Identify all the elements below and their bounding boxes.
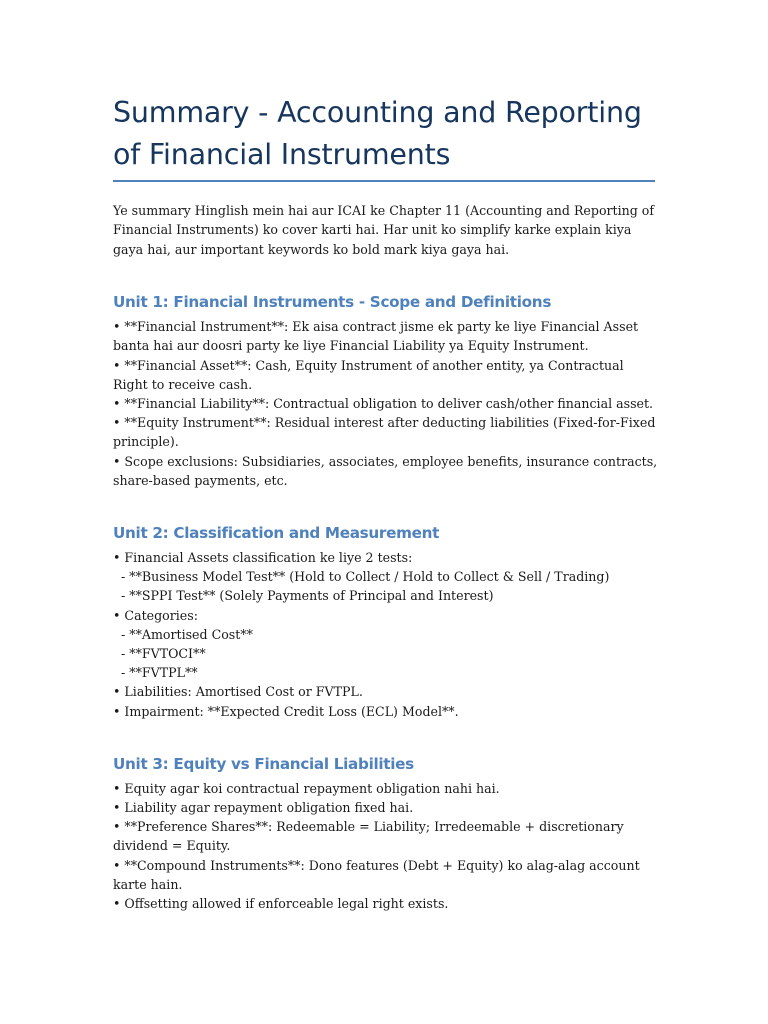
unit-2-line: - **Amortised Cost** (113, 626, 253, 642)
unit-1-content (113, 317, 662, 490)
unit-1-line: • Scope exclusions: Subsidiaries, associates, employee benefits, insurance contracts, share-based payments, etc. (113, 453, 662, 488)
unit-2-section (113, 523, 658, 721)
unit-3-line: • **Compound Instruments**: Dono features (Debt + Equity) ko alag-alag account karte hain. (113, 857, 644, 892)
document-body (113, 92, 662, 913)
unit-1-line: • **Financial Asset**: Cash, Equity Instrument of another entity, ya Contractual Right to receive cash. (113, 357, 628, 392)
unit-2-heading: Unit 2: Classification and Measurement (113, 524, 440, 543)
unit-1-heading: Unit 1: Financial Instruments - Scope and Definitions (113, 293, 552, 312)
intro-paragraph: Ye summary Hinglish mein hai aur ICAI ke Chapter 11 (Accounting and Reporting of Financial Instruments) ko cover karti hai. Har unit ko simplify karke explain kiya gaya hai, aur important keywords ko bold mark kiya gaya hai. (113, 203, 655, 257)
unit-1-line: • **Financial Instrument**: Ek aisa contract jisme ek party ke liye Financial Asset banta hai aur doosri party ke liye Financial Liability ya Equity Instrument. (113, 319, 643, 354)
unit-2-line: - **Business Model Test** (Hold to Collect / Hold to Collect & Sell / Trading) (113, 569, 610, 585)
unit-2-line: • Liabilities: Amortised Cost or FVTPL. (113, 684, 363, 700)
unit-3-line: • Equity agar koi contractual repayment obligation nahi hai. (113, 780, 500, 796)
unit-2-line: • Impairment: **Expected Credit Loss (ECL) Model**. (113, 703, 459, 719)
unit-3-line: • **Preference Shares**: Redeemable = Liability; Irredeemable + discretionary dividend = Equity. (113, 819, 628, 854)
unit-2-line: - **SPPI Test** (Solely Payments of Principal and Interest) (113, 588, 494, 604)
unit-3-content (113, 779, 658, 913)
unit-3-heading: Unit 3: Equity vs Financial Liabilities (113, 754, 414, 773)
unit-3-line: • Liability agar repayment obligation fixed hai. (113, 800, 414, 816)
title-divider (113, 180, 655, 182)
unit-2-content (113, 548, 658, 721)
unit-2-line: - **FVTPL** (113, 665, 198, 681)
document-title: Summary - Accounting and Reporting of Financial Instruments (113, 96, 642, 171)
unit-1-section (113, 292, 662, 490)
unit-1-line: • **Equity Instrument**: Residual interest after deducting liabilities (Fixed-for-Fixed principle). (113, 415, 660, 450)
unit-3-section (113, 754, 658, 913)
unit-2-line: • Financial Assets classification ke liye 2 tests: (113, 550, 413, 566)
unit-3-line: • Offsetting allowed if enforceable legal right exists. (113, 896, 449, 912)
unit-1-line: • **Financial Liability**: Contractual obligation to deliver cash/other financial asset. (113, 396, 654, 412)
unit-2-line: - **FVTOCI** (113, 646, 206, 662)
unit-2-line: • Categories: (113, 607, 198, 623)
